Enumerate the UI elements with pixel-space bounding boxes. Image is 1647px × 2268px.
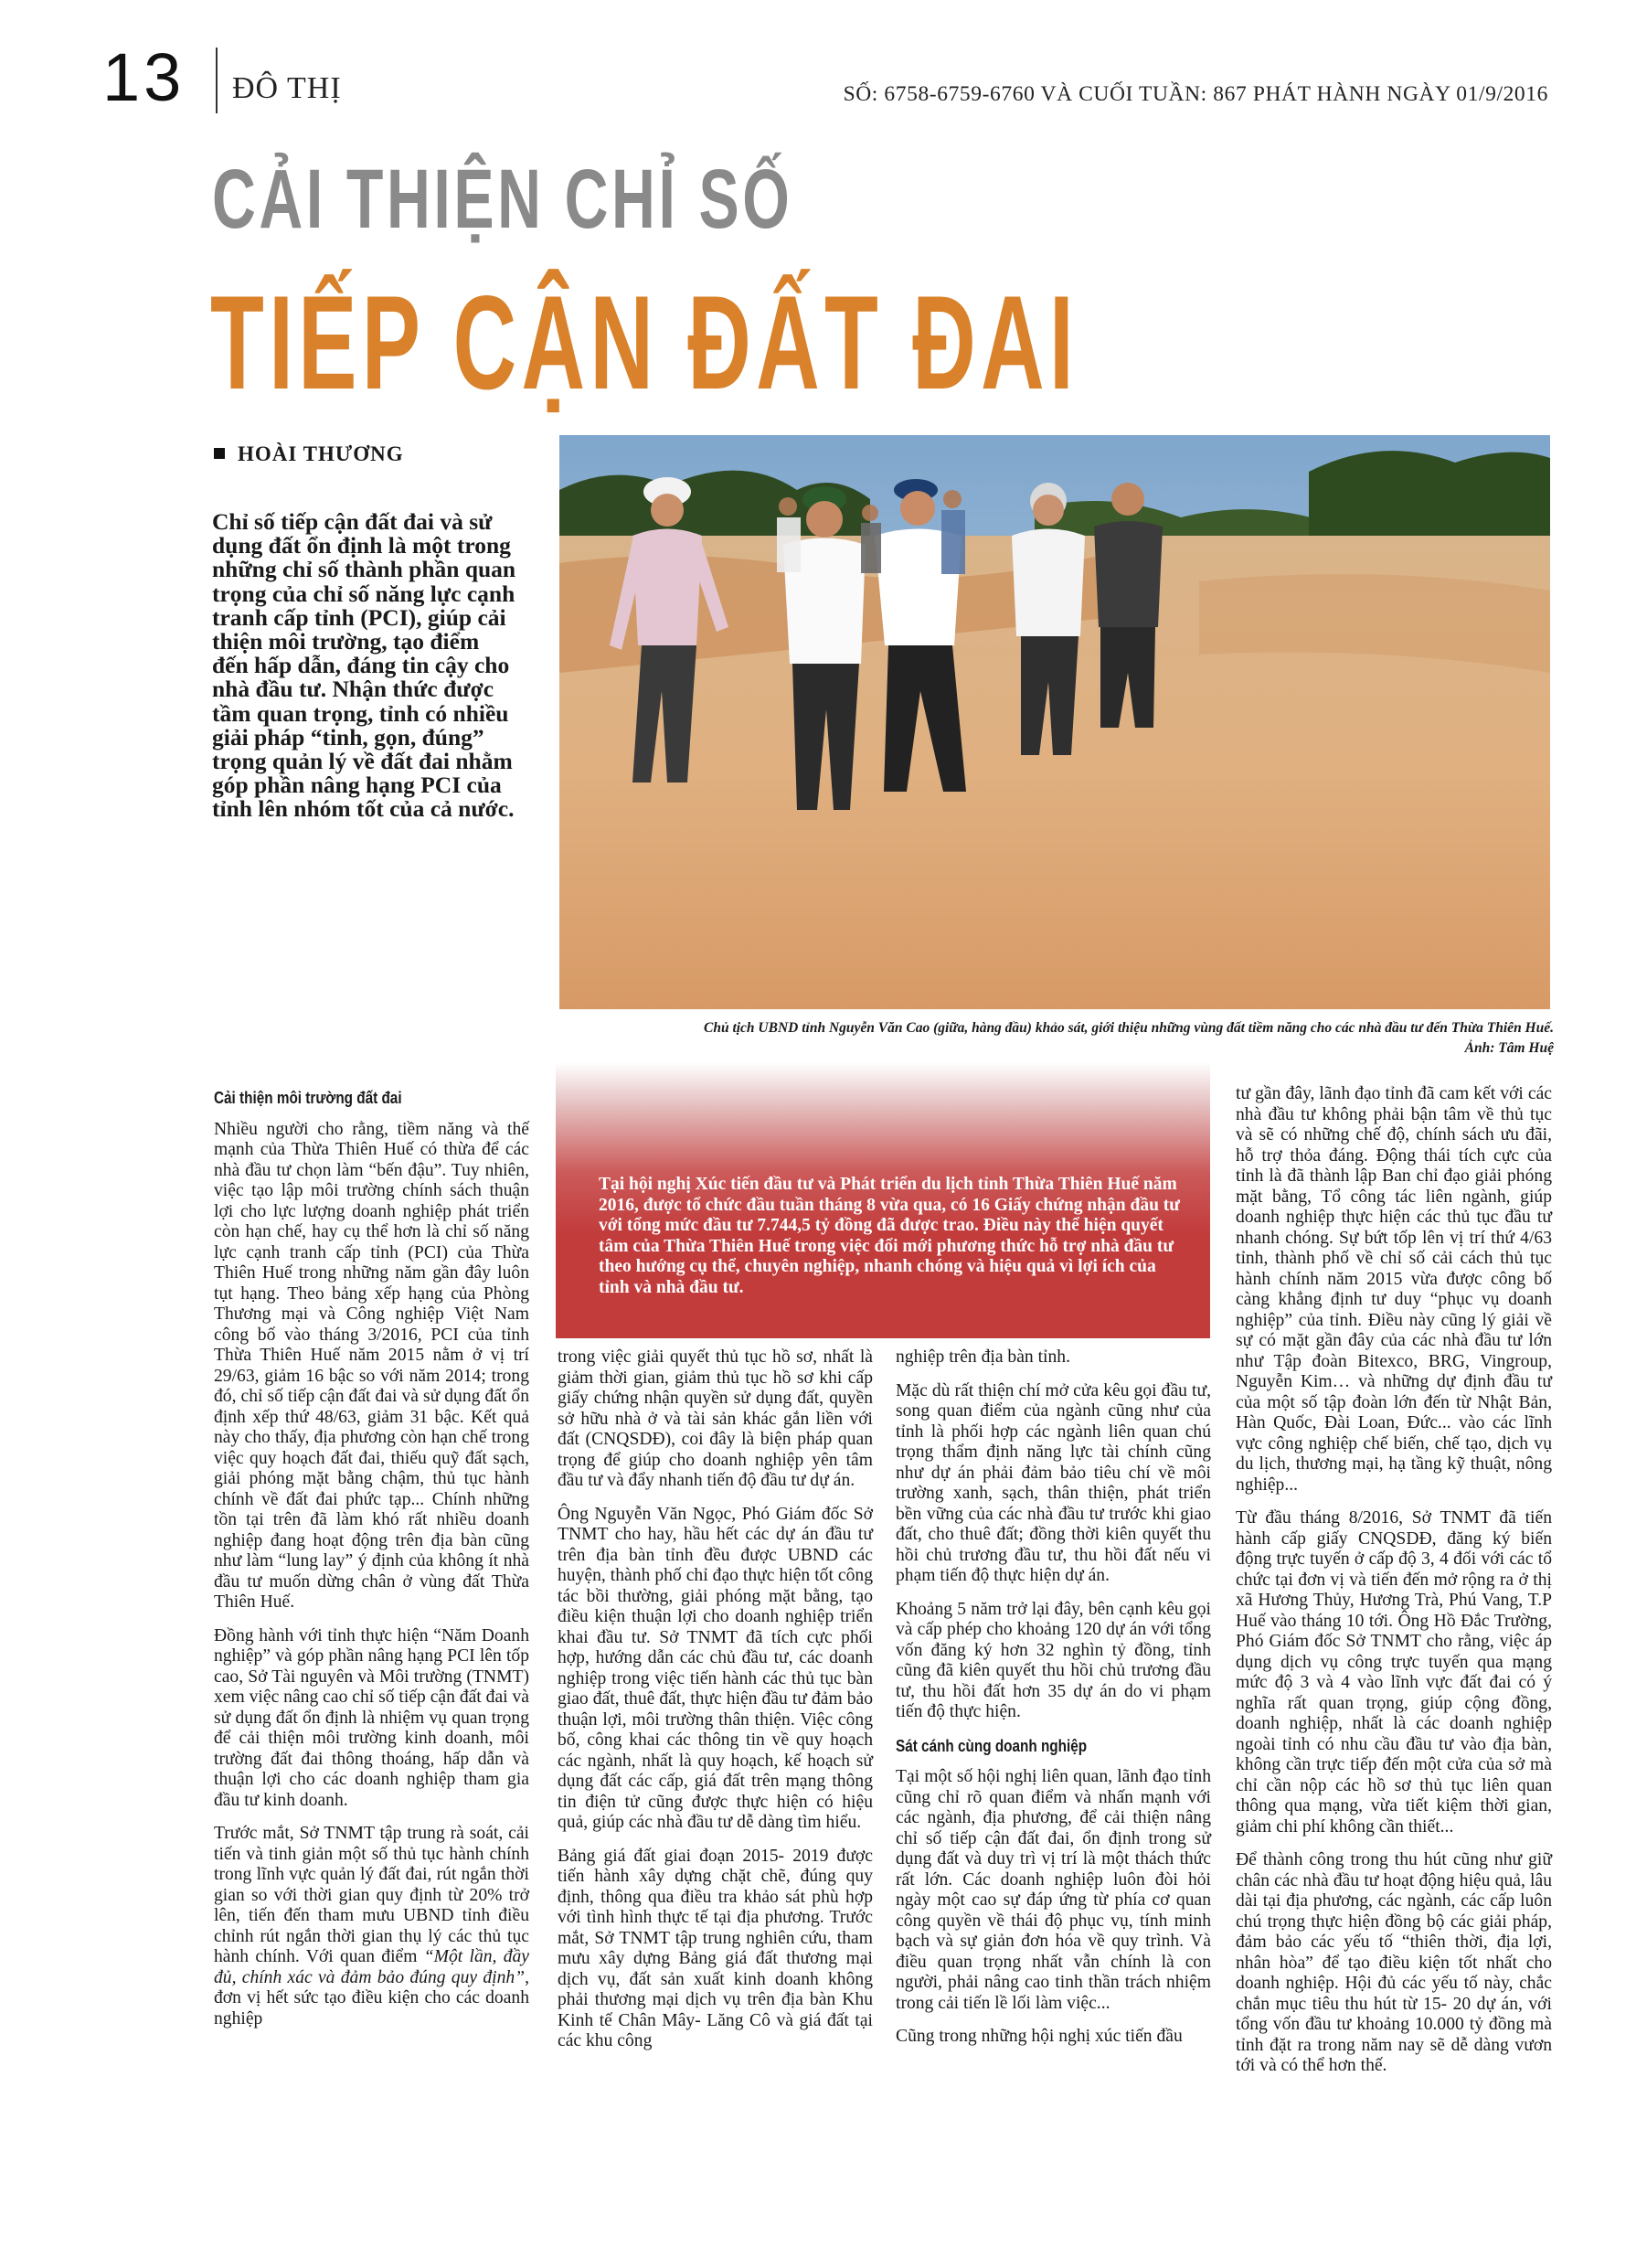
col1-p3-text-b: , đơn vị hết sức tạo điều kiện cho các doanh nghiệp xyxy=(214,1967,529,2028)
byline xyxy=(214,442,404,466)
col1-paragraph-3 xyxy=(214,1824,529,2029)
col3-paragraph-2: Mặc dù rất thiện chí mở cửa kêu gọi đầu tư, song quan điểm của ngành cũng như của tỉnh là phối hợp các ngành liên quan chú trọng thẩm định năng lực tài chính cũng như dự án phải đảm bảo tiêu chí về môi trường xanh, sạch, thân thiện, phát triển bền vững của các nhà đầu tư trước khi giao đất, cho thuê đất; đồng thời kiên quyết thu hồi chủ trương đầu tư, thu hồi đất nếu vi phạm tiến độ thực hiện dự án. xyxy=(896,1380,1211,1585)
col4-paragraph-1: tư gần đây, lãnh đạo tỉnh đã cam kết với các nhà đầu tư không phải bận tâm về thủ tục và sẽ có những chế độ, chính sách ưu đãi, hỗ trợ thỏa đáng. Động thái tích cực của tỉnh là đã thành lập Ban chỉ đạo giải phóng mặt bằng, Tổ công tác liên ngành, giúp doanh nghiệp thực hiện các thủ tục đầu tư nhanh chóng. Sự bứt tốp lên vị trí thứ 4/63 tỉnh, thành phố về chỉ số cải cách thủ tục hành chính năm 2015 vừa được công bố càng khẳng định tư duy “phục vụ doanh nghiệp” của tỉnh. Điều này cũng lý giải về sự có mặt gần đây của các nhà đầu tư lớn như Tập đoàn Bitexco, BRG, Vingroup, Nguyễn Kim… và những dự định đầu tư của một số tập đoàn lớn đến từ Nhật Bản, Hàn Quốc, Đài Loan, Đức... vào các lĩnh vực công nghiệp chế biến, chế tạo, dịch vụ du lịch, thương mại, hạ tầng kỹ thuật, nông nghiệp... xyxy=(1236,1084,1552,1495)
photo-caption xyxy=(558,1018,1554,1059)
photo-credit: Ảnh: Tâm Huệ xyxy=(1464,1040,1554,1056)
article-photo xyxy=(559,435,1550,1009)
col3-paragraph-3: Khoảng 5 năm trở lại đây, bên cạnh kêu gọi và cấp phép cho khoảng 120 dự án với tổng vốn đăng ký hơn 32 nghìn tỷ đồng, tỉnh cũng đã kiên quyết thu hồi chủ trương đầu tư, thu hồi đất hơn 35 dự án do vi phạm tiến độ thực hiện. xyxy=(896,1599,1211,1721)
col2-paragraph-2: Ông Nguyễn Văn Ngọc, Phó Giám đốc Sở TNMT cho hay, hầu hết các dự án đầu tư trên địa bàn tỉnh đều được UBND các huyện, thành phố chỉ đạo thực hiện tốt công tác bồi thường, giải phóng mặt bằng, tạo điều kiện thuận lợi cho doanh nghiệp triển khai đầu tư. Sở TNMT đã tích cực phối hợp, hướng dẫn các chủ đầu tư, các doanh nghiệp trong việc tiến hành các thủ tục bàn giao đất, thuê đất, thực hiện đầu tư đảm bảo thuận lợi, môi trường thân thiện. Việc công bố, công khai các thông tin về quy hoạch các ngành, nhất là quy hoạch, kế hoạch sử dụng đất các cấp, giá đất trên mạng thông tin điện tử cũng được thực hiện có hiệu quả, giúp các nhà đầu tư dễ dàng tìm hiểu. xyxy=(558,1504,873,1832)
subhead-2: Sát cánh cùng doanh nghiệp xyxy=(896,1736,1088,1755)
header-divider xyxy=(216,48,218,113)
section-name: ĐÔ THỊ xyxy=(232,71,342,105)
col4-paragraph-2: Từ đầu tháng 8/2016, Sở TNMT đã tiến hành cấp giấy CNQSDĐ, đăng ký biến động trực tuyến ở cấp độ 3, 4 đối với các tổ chức tại đơn vị và tiến đến mở rộng ra ở thị xã Hương Thủy, Hương Trà, Phú Vang, T.P Huế vào tháng 10 tới. Ông Hồ Đắc Trường, Phó Giám đốc Sở TNMT cho rằng, việc áp dụng dịch vụ công trực tuyến qua mạng mức độ 3 và 4 vào lĩnh vực đất đai có ý nghĩa rất quan trọng, giúp cộng đồng, doanh nghiệp, nhất là các doanh nghiệp ngoài tỉnh có nhu cầu đầu tư vào địa bàn, không cần trực tiếp đến một cửa của sở mà chỉ cần nộp các hồ sơ thủ tục liên quan thông qua mạng, vừa tiết kiệm thời gian, giảm chi phí không cần thiết... xyxy=(1236,1508,1552,1837)
page-number: 13 xyxy=(102,39,186,115)
byline-square-icon xyxy=(214,448,225,459)
column-3 xyxy=(896,1347,1211,2060)
callout-text: Tại hội nghị Xúc tiến đầu tư và Phát triển du lịch tỉnh Thừa Thiên Huế năm 2016, được tổ chức đầu tuần tháng 8 vừa qua, có 16 Giấy chứng nhận đầu tư với tổng mức đầu tư 7.744,5 tỷ đồng đã được trao. Điều này thể hiện quyết tâm của Thừa Thiên Huế trong việc đổi mới phương thức hỗ trợ nhà đầu tư theo hướng cụ thể, chuyên nghiệp, nhanh chóng và hiệu quả vì lợi ích của tỉnh và nhà đầu tư. xyxy=(599,1175,1181,1297)
column-2 xyxy=(558,1347,873,2065)
col4-paragraph-3: Để thành công trong thu hút cũng như giữ chân các nhà đầu tư hoạt động hiệu quả, lâu dài tại địa phương, các ngành, các cấp luôn chú trọng thực hiện đồng bộ các giải pháp, đảm bảo các yếu tố “thiên thời, địa lợi, nhân hòa” để tạo điều kiện tốt nhất cho doanh nghiệp. Hội đủ các yếu tố này, chắc chắn mục tiêu thu hút từ 15- 20 dự án, với tổng vốn đầu tư khoảng 10.000 tỷ đồng mà tỉnh đặt ra trong năm nay sẽ dễ dàng vươn tới và có thể hơn thế. xyxy=(1236,1850,1552,2075)
col1-paragraph-1: Nhiều người cho rằng, tiềm năng và thế mạnh của Thừa Thiên Huế có thừa để các nhà đầu tư chọn làm “bến đậu”. Tuy nhiên, việc tạo lập môi trường chính sách thuận lợi cho lực lượng doanh nghiệp phát triển còn hạn chế, hay cụ thể hơn là chỉ số năng lực cạnh tranh cấp tỉnh (PCI) của Thừa Thiên Huế trong những năm gần đây luôn tụt hạng. Theo bảng xếp hạng của Phòng Thương mại và Công nghiệp Việt Nam công bố vào tháng 3/2016, PCI của tỉnh Thừa Thiên Huế năm 2015 nằm ở vị trí 29/63, giảm 16 bậc so với năm 2014; trong đó, chỉ số tiếp cận đất đai và sử dụng đất ổn định xếp thứ 48/63, giảm 31 bậc. Kết quả này cho thấy, địa phương còn hạn chế trong việc quy hoạch đất đai, thiếu quỹ đất sạch, giải phóng mặt bằng chậm, thủ tục hành chính về đất đai phức tạp... Chính những tồn tại trên đã làm khó rất nhiều doanh nghiệp đang hoạt động trên địa bàn cũng như làm “lung lay” ý định của không ít nhà đầu tư muốn dừng chân ở vùng đất Thừa Thiên Huế. xyxy=(214,1119,529,1612)
lead-paragraph: Chỉ số tiếp cận đất đai và sử dụng đất ổn định là một trong những chỉ số thành phần quan trọng của chỉ số năng lực cạnh tranh cấp tỉnh (PCI), giúp cải thiện môi trường, tạo điểm đến hấp dẫn, đáng tin cậy cho nhà đầu tư. Nhận thức được tầm quan trọng, tỉnh có nhiều giải pháp “tinh, gọn, đúng” trọng quản lý về đất đai nhằm góp phần nâng hạng PCI của tỉnh lên nhóm tốt của cả nước. xyxy=(212,508,516,823)
col2-paragraph-1: trong việc giải quyết thủ tục hồ sơ, nhất là giảm thời gian, giảm thủ tục hồ sơ khi cấp giấy chứng nhận quyền sử dụng đất, quyền sở hữu nhà ở và tài sản khác gắn liền với đất (CNQSDĐ), coi đây là biện pháp quan trọng để giúp cho doanh nghiệp yên tâm đầu tư và đẩy nhanh tiến độ đầu tư dự án. xyxy=(558,1347,873,1490)
col3-paragraph-1: nghiệp trên địa bàn tỉnh. xyxy=(896,1347,1070,1367)
column-1 xyxy=(214,1088,529,2042)
col3-paragraph-4: Tại một số hội nghị liên quan, lãnh đạo tỉnh cũng chỉ rõ quan điểm và nhấn mạnh với các ngành, địa phương, để cải thiện nâng chỉ số tiếp cận đất đai, ổn định trong sử dụng đất và duy trì vị trí là một thách thức rất lớn. Các doanh nghiệp luôn đòi hỏi ngày một cao sự đáp ứng từ phía cơ quan công quyền về thái độ phục vụ, tính minh bạch và sự giản đơn hóa về quy trình. Và điều quan trọng nhất vẫn chính là con người, phải nâng cao tinh thần trách nhiệm trong cải tiến lề lối làm việc... xyxy=(896,1767,1211,2013)
col1-paragraph-2: Đồng hành với tỉnh thực hiện “Năm Doanh nghiệp” và góp phần nâng hạng PCI lên tốp cao, Sở Tài nguyên và Môi trường (TNMT) xem việc nâng cao chỉ số tiếp cận đất đai và sử dụng đất ổn định là nhiệm vụ quan trọng để cải thiện môi trường kinh doanh, môi trường đất đai thông thoáng, hấp dẫn và thuận lợi cho các doanh nghiệp tham gia đầu tư kinh doanh. xyxy=(214,1625,529,1810)
col1-p3-text-a: Trước mắt, Sở TNMT tập trung rà soát, cải tiến và tinh giản một số thủ tục hành chính trong lĩnh vực quản lý đất đai, rút ngắn thời gian so với thời gian quy định từ 20% trở lên, tiến đến tham mưu UBND tỉnh điều chỉnh rút ngắn thời gian thụ lý các thủ tục hành chính. Với quan điểm xyxy=(214,1824,529,1966)
column-4 xyxy=(1236,1084,1552,2090)
col3-paragraph-5: Cũng trong những hội nghị xúc tiến đầu xyxy=(896,2027,1183,2046)
col2-paragraph-3: Bảng giá đất giai đoạn 2015- 2019 được tiến hành xây dựng chặt chẽ, đúng quy định, thông qua điều tra khảo sát phù hợp với tình hình thực tế tại địa phương. Trước mắt, Sở TNMT tập trung nghiên cứu, tham mưu xây dựng Bảng giá đất thương mại dịch vụ, đất sản xuất kinh doanh không phải thương mại dịch vụ trên địa bàn Khu Kinh tế Chân Mây- Lăng Cô và giá đất tại các khu công xyxy=(558,1846,873,2050)
headline-line-1: CẢI THIỆN CHỈ SỐ xyxy=(212,153,793,246)
author-name: HOÀI THƯƠNG xyxy=(238,442,404,465)
photo-illustration xyxy=(559,435,1550,1009)
subhead-1: Cải thiện môi trường đất đai xyxy=(214,1089,402,1107)
caption-text: Chủ tịch UBND tỉnh Nguyễn Văn Cao (giữa, hàng đầu) khảo sát, giới thiệu những vùng đất tiềm năng cho các nhà đầu tư đến Thừa Thiên Huế. xyxy=(703,1020,1554,1036)
headline-line-2: TIẾP CẬN ĐẤT ĐAI xyxy=(210,268,1079,417)
issue-info: SỐ: 6758-6759-6760 VÀ CUỐI TUẦN: 867 PHÁT HÀNH NGÀY 01/9/2016 xyxy=(843,82,1548,106)
col1-p3-quote: “Một lần, đầy đủ, chính xác và đảm bảo đúng quy định” xyxy=(214,1947,529,1987)
